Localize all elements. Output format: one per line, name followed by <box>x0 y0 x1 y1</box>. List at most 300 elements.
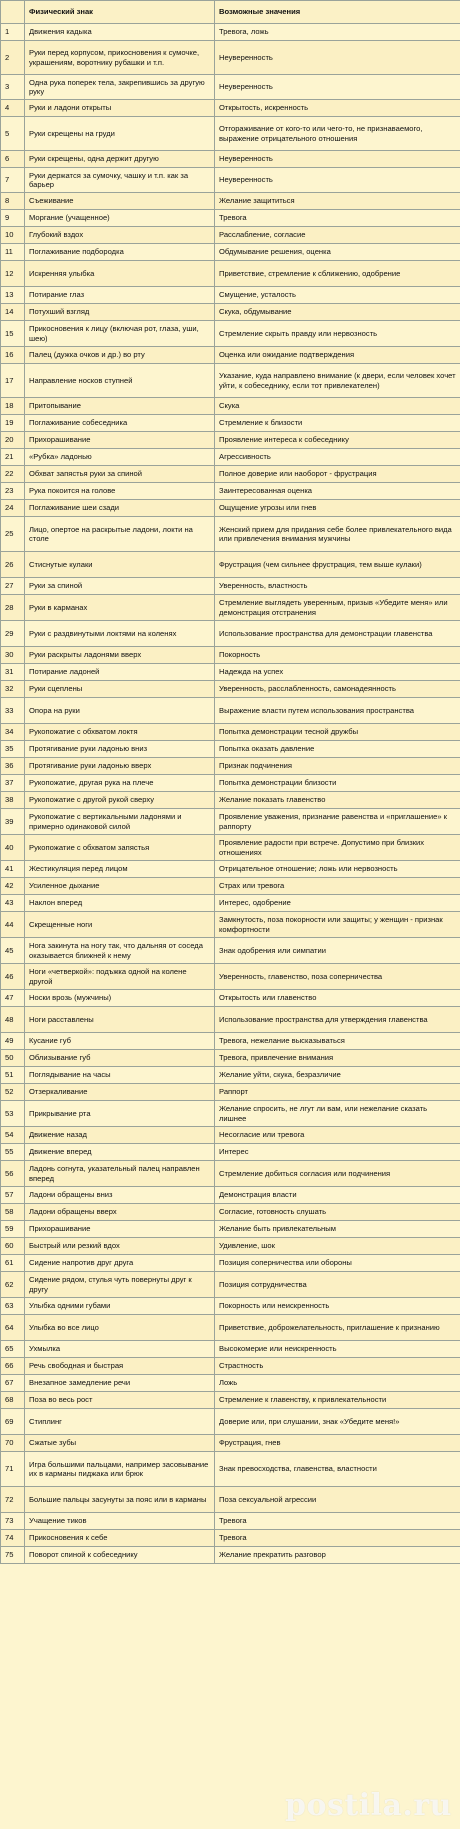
table-row <box>1 552 460 578</box>
row-meaning: Доверие или, при слушании, знак «Убедите меня!» <box>215 1409 460 1435</box>
table-row <box>1 517 460 552</box>
row-physical-sign: Сжатые зубы <box>25 1435 215 1452</box>
table-row <box>1 261 460 287</box>
row-meaning: Тревога <box>215 1513 460 1530</box>
table-row <box>1 878 460 895</box>
row-physical-sign: Движение вперед <box>25 1144 215 1161</box>
row-physical-sign: Палец (дужка очков и др.) во рту <box>25 347 215 364</box>
row-meaning: Страх или тревога <box>215 878 460 895</box>
row-number: 32 <box>1 681 25 698</box>
table-row <box>1 990 460 1007</box>
row-physical-sign: Рука покоится на голове <box>25 483 215 500</box>
row-physical-sign: Стиплинг <box>25 1409 215 1435</box>
table-row <box>1 193 460 210</box>
row-number: 44 <box>1 912 25 938</box>
row-meaning: Желание защититься <box>215 193 460 210</box>
table-row <box>1 287 460 304</box>
row-physical-sign: Ноги «четверкой»: подъжка одной на колене другой <box>25 964 215 990</box>
row-meaning: Проявление радости при встрече. Допустимо при близких отношениях <box>215 835 460 861</box>
row-meaning: Уверенность, расслабленность, самонадеянность <box>215 681 460 698</box>
row-physical-sign: Прикрывание рта <box>25 1101 215 1127</box>
table-row <box>1 912 460 938</box>
row-meaning: Скука <box>215 398 460 415</box>
row-meaning: Женский прием для придания себе более привлекательного вида или привлечения внимания мужчины <box>215 517 460 552</box>
row-physical-sign: Усиленное дыхание <box>25 878 215 895</box>
table-row <box>1 621 460 647</box>
row-physical-sign: Отзеркаливание <box>25 1084 215 1101</box>
row-meaning: Стремление к главенству, к привлекательности <box>215 1392 460 1409</box>
row-meaning: Проявление уважения, признание равенства и «приглашение» к раппорту <box>215 809 460 835</box>
row-number: 30 <box>1 647 25 664</box>
row-number: 34 <box>1 724 25 741</box>
row-number: 25 <box>1 517 25 552</box>
row-physical-sign: Сидение рядом, стулья чуть повернуты друг к другу <box>25 1272 215 1298</box>
row-physical-sign: Рукопожатие с обхватом запястья <box>25 835 215 861</box>
table-header-row <box>1 1 460 24</box>
table-row <box>1 681 460 698</box>
row-physical-sign: Руки раскрыты ладонями вверх <box>25 647 215 664</box>
row-number: 10 <box>1 227 25 244</box>
row-number: 1 <box>1 24 25 41</box>
table-row <box>1 168 460 193</box>
row-physical-sign: Моргание (учащенное) <box>25 210 215 227</box>
row-meaning: Желание показать главенство <box>215 792 460 809</box>
row-physical-sign: Ладони обращены вверх <box>25 1204 215 1221</box>
row-meaning: Поза сексуальной агрессии <box>215 1487 460 1513</box>
table-row <box>1 664 460 681</box>
row-meaning: Страстность <box>215 1358 460 1375</box>
row-number: 61 <box>1 1255 25 1272</box>
table-row <box>1 500 460 517</box>
row-meaning: Обдумывание решения, оценка <box>215 244 460 261</box>
row-number: 40 <box>1 835 25 861</box>
row-number: 51 <box>1 1067 25 1084</box>
table-row <box>1 647 460 664</box>
row-physical-sign: Прикосновения к себе <box>25 1530 215 1547</box>
row-physical-sign: Опора на руки <box>25 698 215 724</box>
row-physical-sign: Руки скрещены на груди <box>25 117 215 151</box>
header-physical-sign: Физический знак <box>25 1 215 24</box>
row-meaning: Тревога, привлечение внимания <box>215 1050 460 1067</box>
row-number: 68 <box>1 1392 25 1409</box>
row-number: 23 <box>1 483 25 500</box>
row-meaning: Интерес <box>215 1144 460 1161</box>
row-number: 28 <box>1 595 25 621</box>
row-number: 64 <box>1 1315 25 1341</box>
table-row <box>1 1084 460 1101</box>
row-meaning: Отрицательное отношение; ложь или нервозность <box>215 861 460 878</box>
row-number: 2 <box>1 41 25 75</box>
table-row <box>1 1315 460 1341</box>
row-meaning: Признак подчинения <box>215 758 460 775</box>
row-meaning: Высокомерие или неискренность <box>215 1341 460 1358</box>
row-meaning: Использование пространства для демонстрации главенства <box>215 621 460 647</box>
table-row <box>1 964 460 990</box>
row-meaning: Приветствие, доброжелательность, приглашение к признанию <box>215 1315 460 1341</box>
table-row <box>1 364 460 398</box>
row-number: 6 <box>1 151 25 168</box>
row-meaning: Заинтересованная оценка <box>215 483 460 500</box>
row-number: 7 <box>1 168 25 193</box>
table-row <box>1 398 460 415</box>
row-number: 21 <box>1 449 25 466</box>
row-number: 57 <box>1 1187 25 1204</box>
table-row <box>1 1452 460 1487</box>
table-row <box>1 578 460 595</box>
row-number: 70 <box>1 1435 25 1452</box>
row-meaning: Смущение, усталость <box>215 287 460 304</box>
row-physical-sign: Глубокий вздох <box>25 227 215 244</box>
row-physical-sign: «Рубка» ладонью <box>25 449 215 466</box>
row-number: 16 <box>1 347 25 364</box>
row-meaning: Уверенность, властность <box>215 578 460 595</box>
row-physical-sign: Большие пальцы засунуты за пояс или в карманы <box>25 1487 215 1513</box>
row-meaning: Агрессивность <box>215 449 460 466</box>
row-meaning: Тревога, ложь <box>215 24 460 41</box>
row-meaning: Неуверенность <box>215 168 460 193</box>
table-row <box>1 100 460 117</box>
row-meaning: Ощущение угрозы или гнев <box>215 500 460 517</box>
row-physical-sign: Руки сцеплены <box>25 681 215 698</box>
row-meaning: Неуверенность <box>215 151 460 168</box>
row-physical-sign: Жестикуляция перед лицом <box>25 861 215 878</box>
table-row <box>1 724 460 741</box>
row-physical-sign: Ладонь согнута, указательный палец направлен вперед <box>25 1161 215 1187</box>
table-body <box>1 24 460 1564</box>
table-row <box>1 1272 460 1298</box>
row-number: 43 <box>1 895 25 912</box>
table-row <box>1 1255 460 1272</box>
row-physical-sign: Внезапное замедление речи <box>25 1375 215 1392</box>
table-row <box>1 1204 460 1221</box>
table-row <box>1 698 460 724</box>
row-physical-sign: Кусание губ <box>25 1033 215 1050</box>
table-row <box>1 449 460 466</box>
row-number: 12 <box>1 261 25 287</box>
row-physical-sign: Ухмылка <box>25 1341 215 1358</box>
row-physical-sign: Рукопожатие с вертикальными ладонями и примерно одинаковой силой <box>25 809 215 835</box>
row-number: 9 <box>1 210 25 227</box>
row-number: 38 <box>1 792 25 809</box>
row-meaning: Попытка оказать давление <box>215 741 460 758</box>
row-number: 71 <box>1 1452 25 1487</box>
row-number: 22 <box>1 466 25 483</box>
table-row <box>1 1101 460 1127</box>
row-physical-sign: Улыбка во все лицо <box>25 1315 215 1341</box>
row-physical-sign: Протягивание руки ладонью вниз <box>25 741 215 758</box>
row-physical-sign: Лицо, опертое на раскрытые ладони, локти на столе <box>25 517 215 552</box>
row-number: 46 <box>1 964 25 990</box>
row-meaning: Желание быть привлекательным <box>215 1221 460 1238</box>
table-row <box>1 321 460 347</box>
row-number: 33 <box>1 698 25 724</box>
row-number: 20 <box>1 432 25 449</box>
row-physical-sign: Протягивание руки ладонью вверх <box>25 758 215 775</box>
row-physical-sign: Ладони обращены вниз <box>25 1187 215 1204</box>
row-number: 24 <box>1 500 25 517</box>
row-meaning: Знак одобрения или симпатии <box>215 938 460 964</box>
row-number: 11 <box>1 244 25 261</box>
table-row <box>1 835 460 861</box>
row-physical-sign: Поворот спиной к собеседнику <box>25 1547 215 1564</box>
row-physical-sign: Ноги расставлены <box>25 1007 215 1033</box>
row-meaning: Тревога, нежелание высказываться <box>215 1033 460 1050</box>
watermark-logo: postila.ru <box>284 1788 452 1823</box>
row-meaning: Желание прекратить разговор <box>215 1547 460 1564</box>
row-number: 49 <box>1 1033 25 1050</box>
table-row <box>1 758 460 775</box>
row-meaning: Стремление скрыть правду или нервозность <box>215 321 460 347</box>
row-physical-sign: Руки держатся за сумочку, чашку и т.п. как за барьер <box>25 168 215 193</box>
table-row <box>1 1221 460 1238</box>
row-number: 60 <box>1 1238 25 1255</box>
table-row <box>1 1187 460 1204</box>
row-number: 26 <box>1 552 25 578</box>
row-meaning: Указание, куда направлено внимание (к двери, если человек хочет уйти, к собеседнику, если тот привлекателен) <box>215 364 460 398</box>
table-row <box>1 1513 460 1530</box>
row-physical-sign: Движения кадыка <box>25 24 215 41</box>
row-physical-sign: Потирание глаз <box>25 287 215 304</box>
table-row <box>1 415 460 432</box>
table-row <box>1 809 460 835</box>
row-meaning: Стремление добиться согласия или подчинения <box>215 1161 460 1187</box>
row-meaning: Ложь <box>215 1375 460 1392</box>
row-meaning: Тревога <box>215 210 460 227</box>
row-physical-sign: Прихорашивание <box>25 1221 215 1238</box>
row-physical-sign: Поза во весь рост <box>25 1392 215 1409</box>
row-number: 37 <box>1 775 25 792</box>
row-physical-sign: Прикосновения к лицу (включая рот, глаза, уши, шею) <box>25 321 215 347</box>
row-number: 67 <box>1 1375 25 1392</box>
table-row <box>1 938 460 964</box>
row-physical-sign: Нога закинута на ногу так, что дальняя от соседа оказывается ближней к нему <box>25 938 215 964</box>
table-row <box>1 1530 460 1547</box>
table-row <box>1 1392 460 1409</box>
table-row <box>1 151 460 168</box>
row-physical-sign: Искренняя улыбка <box>25 261 215 287</box>
row-meaning: Попытка демонстрации близости <box>215 775 460 792</box>
row-meaning: Стремление выглядеть уверенным, призыв «Убедите меня» или демонстрация отстранения <box>215 595 460 621</box>
table-row <box>1 741 460 758</box>
table-row <box>1 595 460 621</box>
row-meaning: Покорность или неискренность <box>215 1298 460 1315</box>
table-row <box>1 24 460 41</box>
table-row <box>1 483 460 500</box>
table-row <box>1 792 460 809</box>
row-meaning: Фрустрация (чем сильнее фрустрация, тем выше кулаки) <box>215 552 460 578</box>
row-meaning: Покорность <box>215 647 460 664</box>
table-row <box>1 1298 460 1315</box>
row-physical-sign: Руки с раздвинутыми локтями на коленях <box>25 621 215 647</box>
row-number: 69 <box>1 1409 25 1435</box>
table-row <box>1 304 460 321</box>
header-number <box>1 1 25 24</box>
row-meaning: Неуверенность <box>215 75 460 100</box>
row-number: 3 <box>1 75 25 100</box>
row-meaning: Интерес, одобрение <box>215 895 460 912</box>
table-row <box>1 895 460 912</box>
row-physical-sign: Притопывание <box>25 398 215 415</box>
row-number: 4 <box>1 100 25 117</box>
row-number: 56 <box>1 1161 25 1187</box>
row-physical-sign: Наклон вперед <box>25 895 215 912</box>
row-meaning: Открытость или главенство <box>215 990 460 1007</box>
row-meaning: Позиция сотрудничества <box>215 1272 460 1298</box>
row-physical-sign: Движение назад <box>25 1127 215 1144</box>
row-number: 48 <box>1 1007 25 1033</box>
table-row <box>1 1435 460 1452</box>
row-number: 75 <box>1 1547 25 1564</box>
row-meaning: Позиция соперничества или обороны <box>215 1255 460 1272</box>
row-number: 47 <box>1 990 25 1007</box>
row-number: 65 <box>1 1341 25 1358</box>
row-meaning: Стремление к близости <box>215 415 460 432</box>
row-physical-sign: Носки врозь (мужчины) <box>25 990 215 1007</box>
table-row <box>1 466 460 483</box>
row-meaning: Удивление, шок <box>215 1238 460 1255</box>
row-physical-sign: Руки в карманах <box>25 595 215 621</box>
table-row <box>1 347 460 364</box>
row-physical-sign: Потирание ладоней <box>25 664 215 681</box>
table-row <box>1 1358 460 1375</box>
row-physical-sign: Поглядывание на часы <box>25 1067 215 1084</box>
row-meaning: Использование пространства для утверждения главенства <box>215 1007 460 1033</box>
row-physical-sign: Рукопожатие с другой рукой сверху <box>25 792 215 809</box>
row-physical-sign: Потухший взгляд <box>25 304 215 321</box>
row-meaning: Попытка демонстрации тесной дружбы <box>215 724 460 741</box>
row-meaning: Полное доверие или наоборот - фрустрация <box>215 466 460 483</box>
row-number: 29 <box>1 621 25 647</box>
table-row <box>1 1375 460 1392</box>
row-meaning: Фрустрация, гнев <box>215 1435 460 1452</box>
row-number: 50 <box>1 1050 25 1067</box>
row-number: 31 <box>1 664 25 681</box>
row-meaning: Выражение власти путем использования пространства <box>215 698 460 724</box>
row-number: 18 <box>1 398 25 415</box>
row-number: 17 <box>1 364 25 398</box>
row-physical-sign: Скрещенные ноги <box>25 912 215 938</box>
row-number: 8 <box>1 193 25 210</box>
row-physical-sign: Поглаживание подбородка <box>25 244 215 261</box>
row-number: 73 <box>1 1513 25 1530</box>
table-row <box>1 1067 460 1084</box>
table-row <box>1 1547 460 1564</box>
row-meaning: Несогласие или тревога <box>215 1127 460 1144</box>
row-number: 59 <box>1 1221 25 1238</box>
row-number: 13 <box>1 287 25 304</box>
row-number: 72 <box>1 1487 25 1513</box>
table-row <box>1 1487 460 1513</box>
table-row <box>1 1144 460 1161</box>
row-number: 14 <box>1 304 25 321</box>
table-row <box>1 1127 460 1144</box>
table-row <box>1 775 460 792</box>
row-physical-sign: Стиснутые кулаки <box>25 552 215 578</box>
row-number: 5 <box>1 117 25 151</box>
table-row <box>1 210 460 227</box>
row-meaning: Согласие, готовность слушать <box>215 1204 460 1221</box>
table-row <box>1 75 460 100</box>
row-meaning: Демонстрация власти <box>215 1187 460 1204</box>
table-row <box>1 1033 460 1050</box>
row-number: 39 <box>1 809 25 835</box>
row-number: 45 <box>1 938 25 964</box>
row-physical-sign: Рукопожатие, другая рука на плече <box>25 775 215 792</box>
row-physical-sign: Игра большими пальцами, например засовывание их в карманы пиджака или брюк <box>25 1452 215 1487</box>
table-row <box>1 861 460 878</box>
table-row <box>1 1050 460 1067</box>
row-number: 42 <box>1 878 25 895</box>
row-physical-sign: Руки перед корпусом, прикосновения к сумочке, украшениям, воротнику рубашки и т.п. <box>25 41 215 75</box>
table-row <box>1 1341 460 1358</box>
row-number: 15 <box>1 321 25 347</box>
row-meaning: Тревога <box>215 1530 460 1547</box>
row-number: 66 <box>1 1358 25 1375</box>
row-meaning: Уверенность, главенство, поза соперничества <box>215 964 460 990</box>
row-meaning: Замкнутость, поза покорности или защиты; у женщин - признак комфортности <box>215 912 460 938</box>
row-number: 41 <box>1 861 25 878</box>
row-physical-sign: Съеживание <box>25 193 215 210</box>
row-number: 62 <box>1 1272 25 1298</box>
row-meaning: Скука, обдумывание <box>215 304 460 321</box>
table-row <box>1 227 460 244</box>
row-physical-sign: Руки и ладони открыты <box>25 100 215 117</box>
row-meaning: Отгораживание от кого-то или чего-то, не признаваемого, выражение отрицательного отношения <box>215 117 460 151</box>
row-number: 52 <box>1 1084 25 1101</box>
row-physical-sign: Облизывание губ <box>25 1050 215 1067</box>
row-number: 74 <box>1 1530 25 1547</box>
row-physical-sign: Руки за спиной <box>25 578 215 595</box>
table-row <box>1 1007 460 1033</box>
row-physical-sign: Улыбка одними губами <box>25 1298 215 1315</box>
row-number: 58 <box>1 1204 25 1221</box>
row-physical-sign: Быстрый или резкий вдох <box>25 1238 215 1255</box>
table-row <box>1 1161 460 1187</box>
row-number: 19 <box>1 415 25 432</box>
row-meaning: Проявление интереса к собеседнику <box>215 432 460 449</box>
row-meaning: Приветствие, стремление к сближению, одобрение <box>215 261 460 287</box>
row-meaning: Расслабление, согласие <box>215 227 460 244</box>
row-physical-sign: Поглаживание шеи сзади <box>25 500 215 517</box>
table-row <box>1 432 460 449</box>
row-number: 63 <box>1 1298 25 1315</box>
table-row <box>1 1238 460 1255</box>
row-physical-sign: Поглаживание собеседника <box>25 415 215 432</box>
row-meaning: Неуверенность <box>215 41 460 75</box>
row-physical-sign: Прихорашивание <box>25 432 215 449</box>
row-meaning: Надежда на успех <box>215 664 460 681</box>
row-physical-sign: Учащение тиков <box>25 1513 215 1530</box>
row-physical-sign: Сидение напротив друг друга <box>25 1255 215 1272</box>
row-number: 54 <box>1 1127 25 1144</box>
table-row <box>1 41 460 75</box>
row-number: 55 <box>1 1144 25 1161</box>
row-physical-sign: Речь свободная и быстрая <box>25 1358 215 1375</box>
table-row <box>1 117 460 151</box>
row-meaning: Знак превосходства, главенства, властности <box>215 1452 460 1487</box>
table-row <box>1 244 460 261</box>
row-physical-sign: Рукопожатие с обхватом локтя <box>25 724 215 741</box>
row-meaning: Раппорт <box>215 1084 460 1101</box>
table-row <box>1 1409 460 1435</box>
row-meaning: Оценка или ожидание подтверждения <box>215 347 460 364</box>
row-meaning: Желание спросить, не лгут ли вам, или нежелание сказать лишнее <box>215 1101 460 1127</box>
row-number: 35 <box>1 741 25 758</box>
row-number: 27 <box>1 578 25 595</box>
row-number: 36 <box>1 758 25 775</box>
row-physical-sign: Одна рука поперек тела, закрепившись за другую руку <box>25 75 215 100</box>
row-meaning: Желание уйти, скука, безразличие <box>215 1067 460 1084</box>
